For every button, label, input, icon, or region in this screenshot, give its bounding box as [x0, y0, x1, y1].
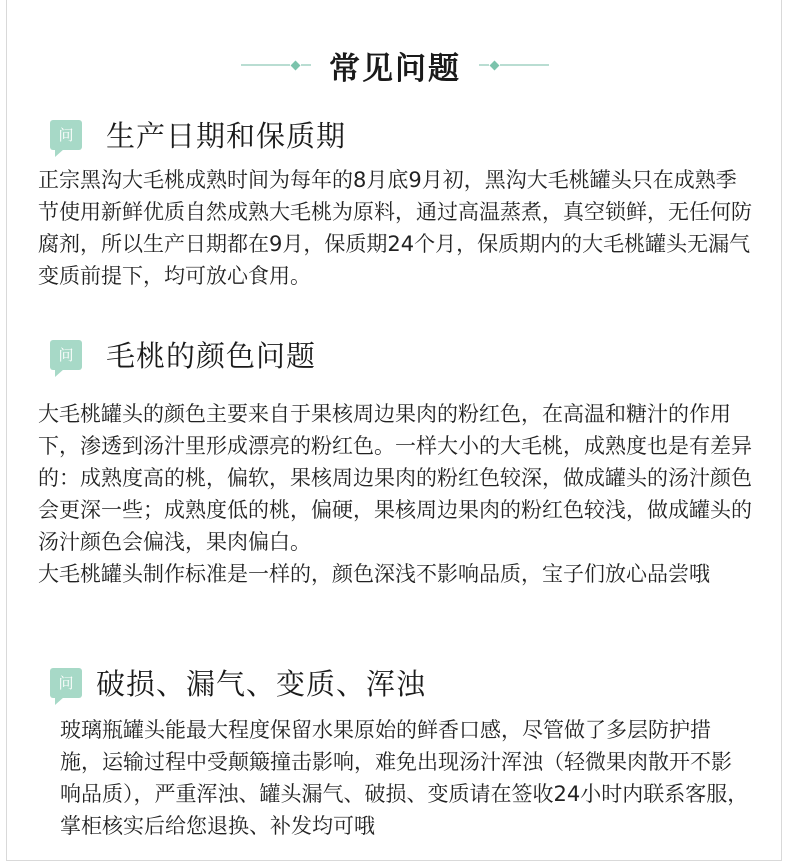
paragraph: 大毛桃罐头制作标准是一样的，颜色深浅不影响品质，宝子们放心品尝哦: [38, 562, 710, 586]
page-title: 常见问题: [329, 50, 461, 87]
question-badge-icon: 问: [50, 340, 82, 370]
question-badge-icon: 问: [50, 120, 82, 150]
section-heading-peach-color: [50, 334, 316, 375]
section-heading-damage: [50, 662, 426, 703]
deco-line: [241, 64, 290, 66]
left-decoration: [241, 62, 311, 69]
deco-line: [301, 64, 311, 66]
paragraph: 大毛桃罐头的颜色主要来自于果核周边果肉的粉红色，在高温和糖汁的作用下，渗透到汤汁里形成漂亮的粉红色。一样大小的大毛桃，成熟度也是有差异的：成熟度高的桃，偏软，果核周边果肉的粉红色较深，做成罐头的汤汁颜色会更深一些；成熟度低的桃，偏硬，果核周边果肉的粉红色较浅，做成罐头的汤汁颜色会偏浅，果肉偏白。: [38, 402, 752, 554]
section-title: 毛桃的颜色问题: [106, 339, 317, 373]
paragraph: 玻璃瓶罐头能最大程度保留水果原始的鲜香口感，尽管做了多层防护措施，运输过程中受颠簸撞击影响，难免出现汤汁浑浊（轻微果肉散开不影响品质），严重浑浊、罐头漏气、破损、变质请在签收24小时内联系客服，掌柜核实后给您退换、补发均可哦: [60, 718, 749, 838]
paragraph: 正宗黑沟大毛桃成熟时间为每年的8月底9月初，黑沟大毛桃罐头只在成熟季节使用新鲜优质自然成熟大毛桃为原料，通过高温蒸煮，真空锁鲜，无任何防腐剂，所以生产日期都在9月，保质期24个月，保质期内的大毛桃罐头无漏气变质前提下，均可放心食用。: [38, 168, 752, 288]
section-title: 生产日期和保质期: [106, 119, 347, 153]
diamond-icon: [291, 60, 301, 70]
deco-line: [479, 64, 489, 66]
question-badge-icon: 问: [50, 668, 82, 698]
deco-line: [500, 64, 549, 66]
section-body: [38, 398, 754, 590]
section-title: 破损、漏气、变质、浑浊: [96, 667, 427, 701]
page-header: [0, 40, 790, 90]
section-body: [38, 164, 754, 292]
section-body: [60, 714, 750, 842]
diamond-icon: [490, 60, 500, 70]
section-heading-production-date: [50, 114, 346, 155]
right-decoration: [479, 62, 549, 69]
